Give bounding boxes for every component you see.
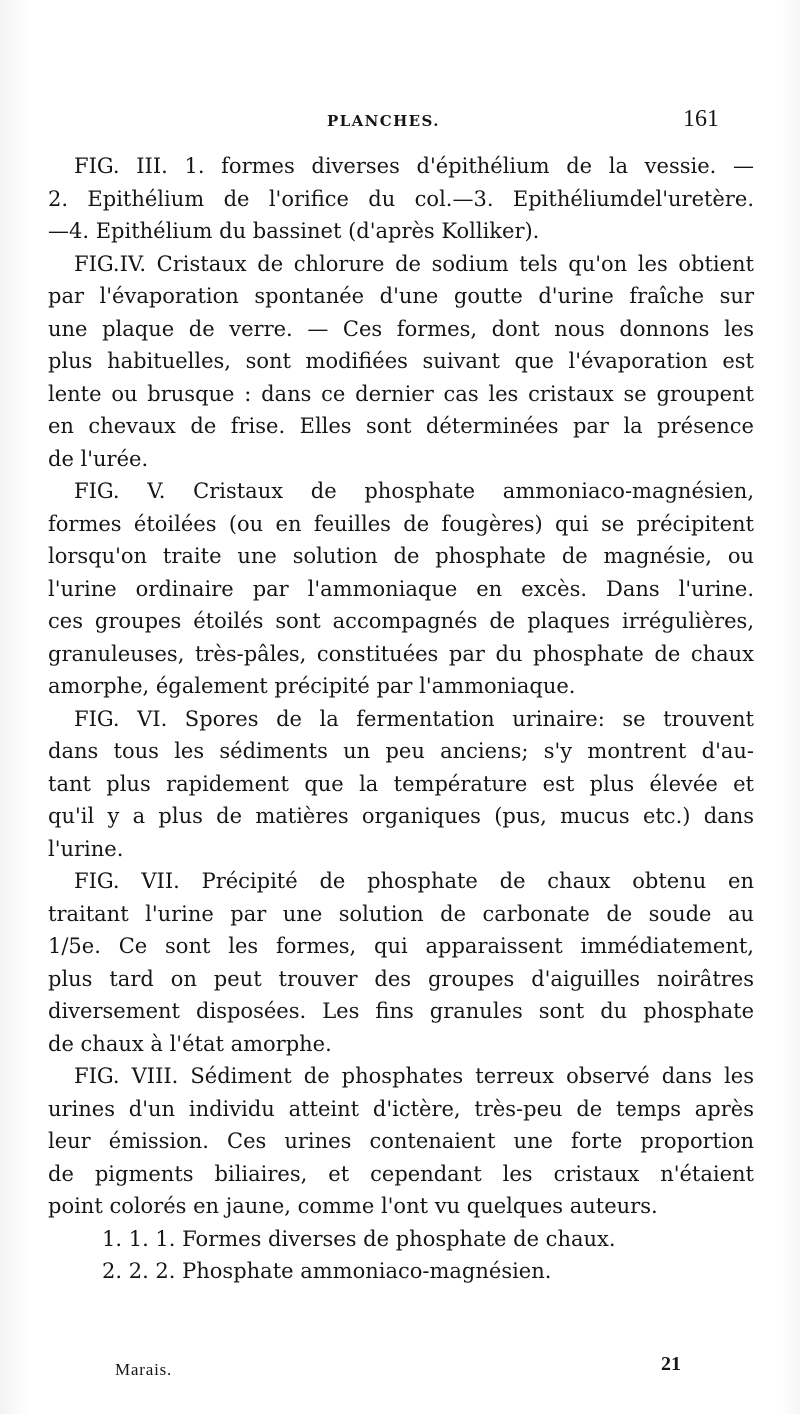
paragraph-line: de chaux à l'état amorphe. [48, 1031, 332, 1056]
paragraph-line: granuleuses, très-pâles, constituées par du phosphate de chaux [48, 641, 754, 666]
printer-signature: Marais. [115, 1360, 173, 1379]
paragraph-line: l'urine. [48, 836, 124, 861]
paragraph-line: formes étoilées (ou en feuilles de fougères) qui se précipitent [48, 511, 754, 536]
paragraph-line: lorsqu'on traite une solution de phosphate de magnésie, ou [48, 544, 754, 568]
body-text [48, 150, 754, 1288]
paragraph-line: 1/5e. Ce sont les formes, qui apparaissent immédiatement, [48, 934, 754, 958]
paragraph-line: traitant l'urine par une solution de carbonate de soude au [48, 901, 754, 926]
paragraph-line: leur émission. Ces urines contenaient une forte proportion [48, 1129, 754, 1153]
page-number: 161 [683, 106, 719, 132]
paragraph-line: par l'évaporation spontanée d'une goutte d'urine fraîche sur [48, 284, 754, 308]
paragraph-line: lente ou brusque : dans ce dernier cas les cristaux se groupent [48, 381, 754, 406]
paragraph-line: urines d'un individu atteint d'ictère, très-peu de temps après [48, 1096, 754, 1121]
paragraph-line: plus tard on peut trouver des groupes d'aiguilles noirâtres [48, 966, 754, 991]
paragraph-line: point colorés en jaune, comme l'ont vu quelques auteurs. [48, 1194, 658, 1218]
paragraph-line: FIG.IV. Cristaux de chlorure de sodium tels qu'on les obtient [74, 251, 754, 276]
paragraph-line: en chevaux de frise. Elles sont déterminées par la présence [48, 414, 754, 438]
figure-list-item: 1. 1. 1. Formes diverses de phosphate de chaux. [102, 1226, 616, 1251]
paragraph-line: FIG. VIII. Sédiment de phosphates terreux observé dans les [74, 1064, 754, 1088]
running-head: PLANCHES. [327, 112, 440, 130]
figure-list-item: 2. 2. 2. Phosphate ammoniaco-magnésien. [102, 1259, 552, 1283]
paragraph-line: une plaque de verre. — Ces formes, dont nous donnons les [48, 316, 754, 341]
paragraph-line: ces groupes étoilés sont accompagnés de plaques irrégulières, [48, 609, 754, 633]
paragraph-line: plus habituelles, sont modifiées suivant que l'évaporation est [48, 349, 754, 373]
paragraph-line: de pigments biliaires, et cependant les cristaux n'étaient [48, 1161, 754, 1186]
signature-number: 21 [661, 1353, 681, 1375]
paragraph-line: diversement disposées. Les fins granules sont du phosphate [48, 999, 754, 1023]
paragraph-line: 2. Epithélium de l'orifice du col.—3. Epithéliumdel'uretère. [48, 186, 754, 211]
paragraph-line: de l'urée. [48, 446, 149, 471]
paragraph-line: —4. Epithélium du bassinet (d'après Kolliker). [48, 219, 540, 243]
paragraph-line: FIG. VII. Précipité de phosphate de chaux obtenu en [74, 869, 754, 893]
paragraph-line: l'urine ordinaire par l'ammoniaque en excès. Dans l'urine. [48, 576, 754, 601]
paragraph-line: FIG. V. Cristaux de phosphate ammoniaco-magnésien, [74, 479, 754, 503]
paragraph-line: FIG. III. 1. formes diverses d'épithélium de la vessie. — [74, 154, 754, 178]
paragraph-line: dans tous les sédiments un peu anciens; s'y montrent d'au- [48, 739, 754, 763]
paragraph-line: tant plus rapidement que la température est plus élevée et [48, 771, 754, 796]
paragraph-line: FIG. VI. Spores de la fermentation urinaire: se trouvent [74, 706, 754, 731]
paragraph-line: amorphe, également précipité par l'ammoniaque. [48, 674, 576, 698]
paragraph-line: qu'il y a plus de matières organiques (pus, mucus etc.) dans [48, 804, 754, 828]
